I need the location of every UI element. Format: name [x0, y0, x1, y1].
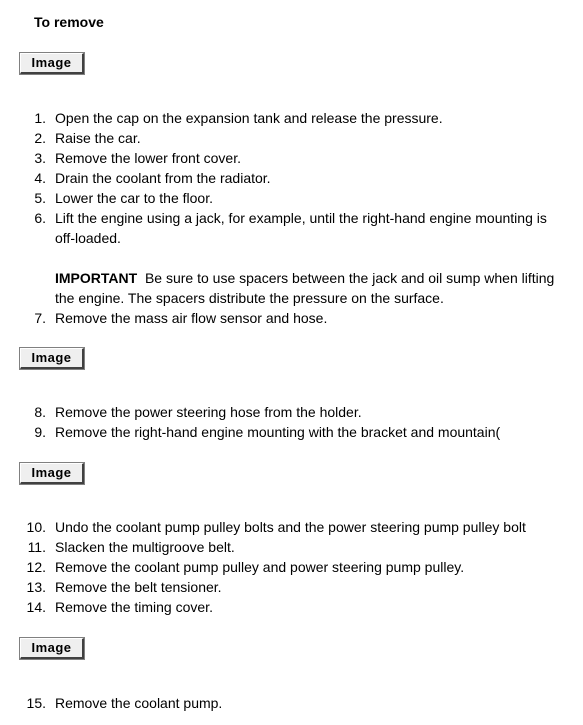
steps-list-1 — [0, 108, 583, 328]
steps-list-3 — [0, 517, 583, 617]
step-text: Remove the power steering hose from the holder. — [55, 404, 362, 420]
image-button-3[interactable]: Image — [20, 463, 84, 484]
step-item: 3. Remove the lower front cover. — [34, 150, 241, 166]
step-text: Slacken the multigroove belt. — [55, 539, 235, 555]
important-note — [55, 268, 563, 308]
image-button-2[interactable]: Image — [20, 348, 84, 369]
step-item: 10. Undo the coolant pump pulley bolts and the power steering pump pulley bolt — [26, 519, 526, 535]
step-text: Raise the car. — [55, 130, 141, 146]
step-item: 11. Slacken the multigroove belt. — [27, 539, 235, 555]
step-text: Open the cap on the expansion tank and release the pressure. — [55, 110, 443, 126]
step-text: Remove the right-hand engine mounting with the bracket and mountain( — [55, 424, 501, 440]
step-item: 8. Remove the power steering hose from the holder. — [34, 404, 362, 420]
step-item: 13. Remove the belt tensioner. — [26, 579, 222, 595]
step-item: 2. Raise the car. — [34, 130, 141, 146]
step-text: Remove the mass air flow sensor and hose. — [55, 310, 328, 326]
step-item: 15. Remove the coolant pump. — [26, 695, 223, 711]
steps-list-4 — [0, 693, 583, 713]
steps-list-2 — [0, 402, 583, 442]
step-item: 1. Open the cap on the expansion tank and release the pressure. — [34, 110, 443, 126]
step-text: Lower the car to the floor. — [55, 190, 213, 206]
image-button-4[interactable]: Image — [20, 638, 84, 659]
step-text: Remove the lower front cover. — [55, 150, 241, 166]
step-item: 7. Remove the mass air flow sensor and hose. — [34, 310, 328, 326]
step-text: Lift the engine using a jack, for example, until the right-hand engine mounting is off-loaded. — [55, 210, 547, 246]
step-text: Remove the coolant pump pulley and power steering pump pulley. — [55, 559, 465, 575]
step-item: 12. Remove the coolant pump pulley and power steering pump pulley. — [26, 559, 465, 575]
step-text: Remove the coolant pump. — [55, 695, 223, 711]
step-item: 6. Lift the engine using a jack, for example, until the right-hand engine mounting is off-loaded. IMPORTANT Be sure to use spacers between the jack and oil sump when lifting the engine. The spacers distribute the pressure on the surface. — [0, 208, 583, 308]
step-text: Remove the belt tensioner. — [55, 579, 222, 595]
important-text: Be sure to use spacers between the jack and oil sump when lifting the engine. The spacers distribute the pressure on the surface. — [55, 270, 555, 306]
step-text: Remove the timing cover. — [55, 599, 213, 615]
section-title: To remove — [34, 14, 104, 30]
step-item: 14. Remove the timing cover. — [26, 599, 213, 615]
step-item: 9. Remove the right-hand engine mounting with the bracket and mountain( — [34, 424, 501, 440]
step-text: Undo the coolant pump pulley bolts and the power steering pump pulley bolt — [55, 519, 526, 535]
image-button-1[interactable]: Image — [20, 53, 84, 74]
step-item: 4. Drain the coolant from the radiator. — [34, 170, 271, 186]
step-text: Drain the coolant from the radiator. — [55, 170, 271, 186]
step-item: 5. Lower the car to the floor. — [34, 190, 213, 206]
important-label: IMPORTANT — [55, 270, 138, 286]
